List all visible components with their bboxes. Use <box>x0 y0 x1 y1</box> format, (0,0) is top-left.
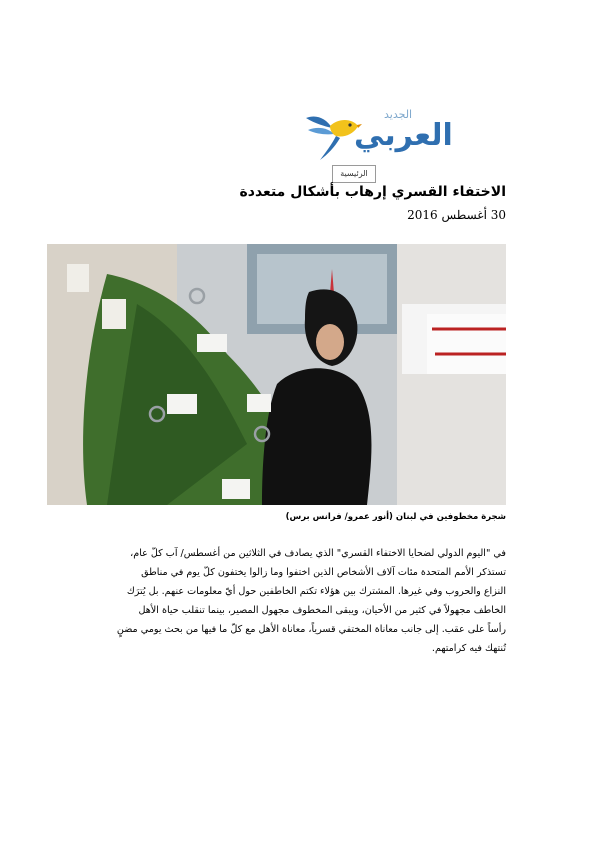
body-line: الخاطف مجهولاً في كثير من الأحيان، ويبقى المخطوف مجهول المصير، بينما تنقلب حياة الأهل <box>138 605 506 616</box>
article-body <box>88 544 506 658</box>
body-line: النزاع والحروب وفي غيرها. المشترك بين هؤلاء تكتم الخاطفين حول أيّ معلومات عنهم. بل يُترَك <box>126 586 506 597</box>
logo-wordmark: العربي <box>354 118 453 153</box>
body-line: تُنتهك فيه كرامتهم. <box>431 643 506 654</box>
site-logo[interactable] <box>302 108 494 164</box>
logo-subtext: الجديد <box>384 108 413 121</box>
photo-illustration <box>47 244 506 505</box>
body-line: رأساً على عقب. إلى جانب معاناة المختفي قسرياً، معاناة الأهل مع كلّ ما فيها من بحث يومي مضنٍ <box>116 624 506 635</box>
home-tab[interactable]: الرئيسية <box>332 165 376 183</box>
body-line: في "اليوم الدولي لضحايا الاختفاء القسري" الذي يصادف في الثلاثين من أغسطس/ آب كلّ عام، <box>130 548 506 559</box>
bird-icon <box>302 108 362 164</box>
article-photo <box>47 244 506 505</box>
article-date: 30 أغسطس 2016 <box>407 208 506 222</box>
body-line: تستذكر الأمم المتحدة مئات آلاف الأشخاص الذين اختفوا وما زالوا يختفون كلّ يوم في مناطق <box>141 567 506 578</box>
image-caption: شجرة مخطوفين في لبنان (أنور عمرو/ فرانس برس) <box>285 512 506 522</box>
article-title: الاختفاء القسري إرهاب بأشكال متعددة <box>239 184 506 200</box>
